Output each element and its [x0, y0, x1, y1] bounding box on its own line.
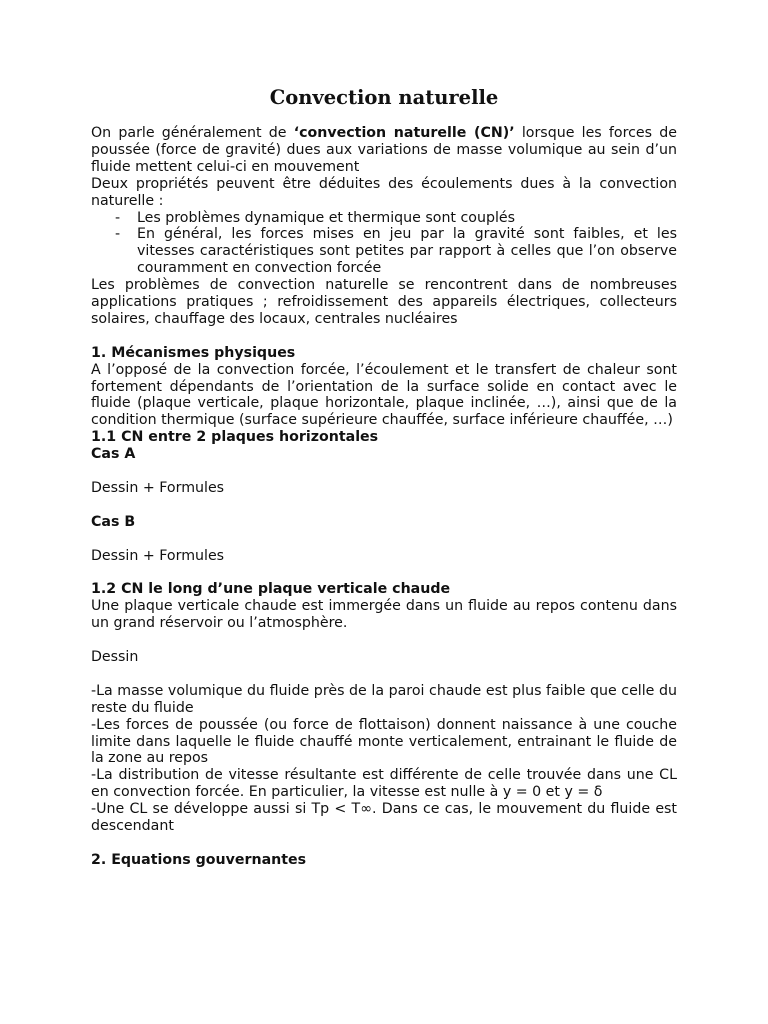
section1-1-heading: 1.1 CN entre 2 plaques horizontales [91, 429, 379, 446]
point-paragraph: -Les forces de poussée (ou force de flottaison) donnent naissance à une couche limite dans laquelle le fluide chauffé monte verticalement, entrainant le fluide de la zone au repos [91, 716, 677, 767]
intro-before: On parle généralement de [91, 125, 294, 141]
case-a-heading: Cas A [91, 446, 136, 463]
spacer [91, 328, 677, 345]
list-item: - Les problèmes dynamique et thermique sont couplés [137, 210, 677, 227]
section1-heading: 1. Mécanismes physiques [91, 344, 296, 361]
point-paragraph: -La distribution de vitesse résultante est différente de celle trouvée dans une CL en convection forcée. En particulier, la vitesse est nulle à y = 0 et y = δ [91, 767, 677, 801]
point-paragraph: -Une CL se développe aussi si Tp < T∞. Dans ce cas, le mouvement du fluide est descendant [91, 801, 677, 835]
document-page [91, 86, 677, 869]
case-b-heading: Cas B [91, 513, 136, 530]
list-item: - En général, les forces mises en jeu par la gravité sont faibles, et les vitesses caractéristiques sont petites par rapport à celles que l’on observe couramment en convection forcée [137, 226, 677, 277]
spacer [91, 565, 677, 582]
spacer [91, 463, 677, 480]
section1-text: A l’opposé de la convection forcée, l’écoulement et le transfert de chaleur sont fortement dépendants de l’orientation de la surface solide en contact avec le fluide (plaque verticale, plaque horizontale, plaque inclinée, …), ainsi que de la condition thermique (surface supérieure chauffée, surface inférieure chauffée, …) [91, 361, 677, 429]
spacer [91, 666, 677, 683]
section1-2-text: Une plaque verticale chaude est immergée dans un fluide au repos contenu dans un grand réservoir ou l’atmosphère. [91, 598, 677, 632]
spacer [91, 531, 677, 548]
drawing-placeholder: Dessin [91, 649, 139, 665]
document-title: Convection naturelle [269, 86, 499, 109]
section2-heading: 2. Equations gouvernantes [91, 851, 307, 868]
case-b-content: Dessin + Formules [91, 547, 225, 564]
intro-after: lorsque les forces de poussée (force de gravité) dues aux variations de masse volumique au sein d’un fluide mettent celui-ci en mouvement [91, 125, 677, 175]
properties-list [91, 210, 677, 278]
applications-paragraph: Les problèmes de convection naturelle se rencontrent dans de nombreuses applications pratiques ; refroidissement des appareils électriques, collecteurs solaires, chauffage des locaux, centrales nucléaires [91, 277, 677, 327]
intro-term: ‘convection naturelle (CN)’ [293, 125, 515, 141]
properties-intro: Deux propriétés peuvent être déduites des écoulements dues à la convection naturelle : [91, 175, 677, 209]
case-a-content: Dessin + Formules [91, 480, 225, 496]
section1-2-heading: 1.2 CN le long d’une plaque verticale chaude [91, 581, 451, 598]
point-paragraph: -La masse volumique du fluide près de la paroi chaude est plus faible que celle du reste du fluide [91, 682, 677, 716]
spacer [91, 835, 677, 852]
spacer [91, 497, 677, 514]
spacer [91, 632, 677, 649]
intro-paragraph [91, 125, 677, 176]
